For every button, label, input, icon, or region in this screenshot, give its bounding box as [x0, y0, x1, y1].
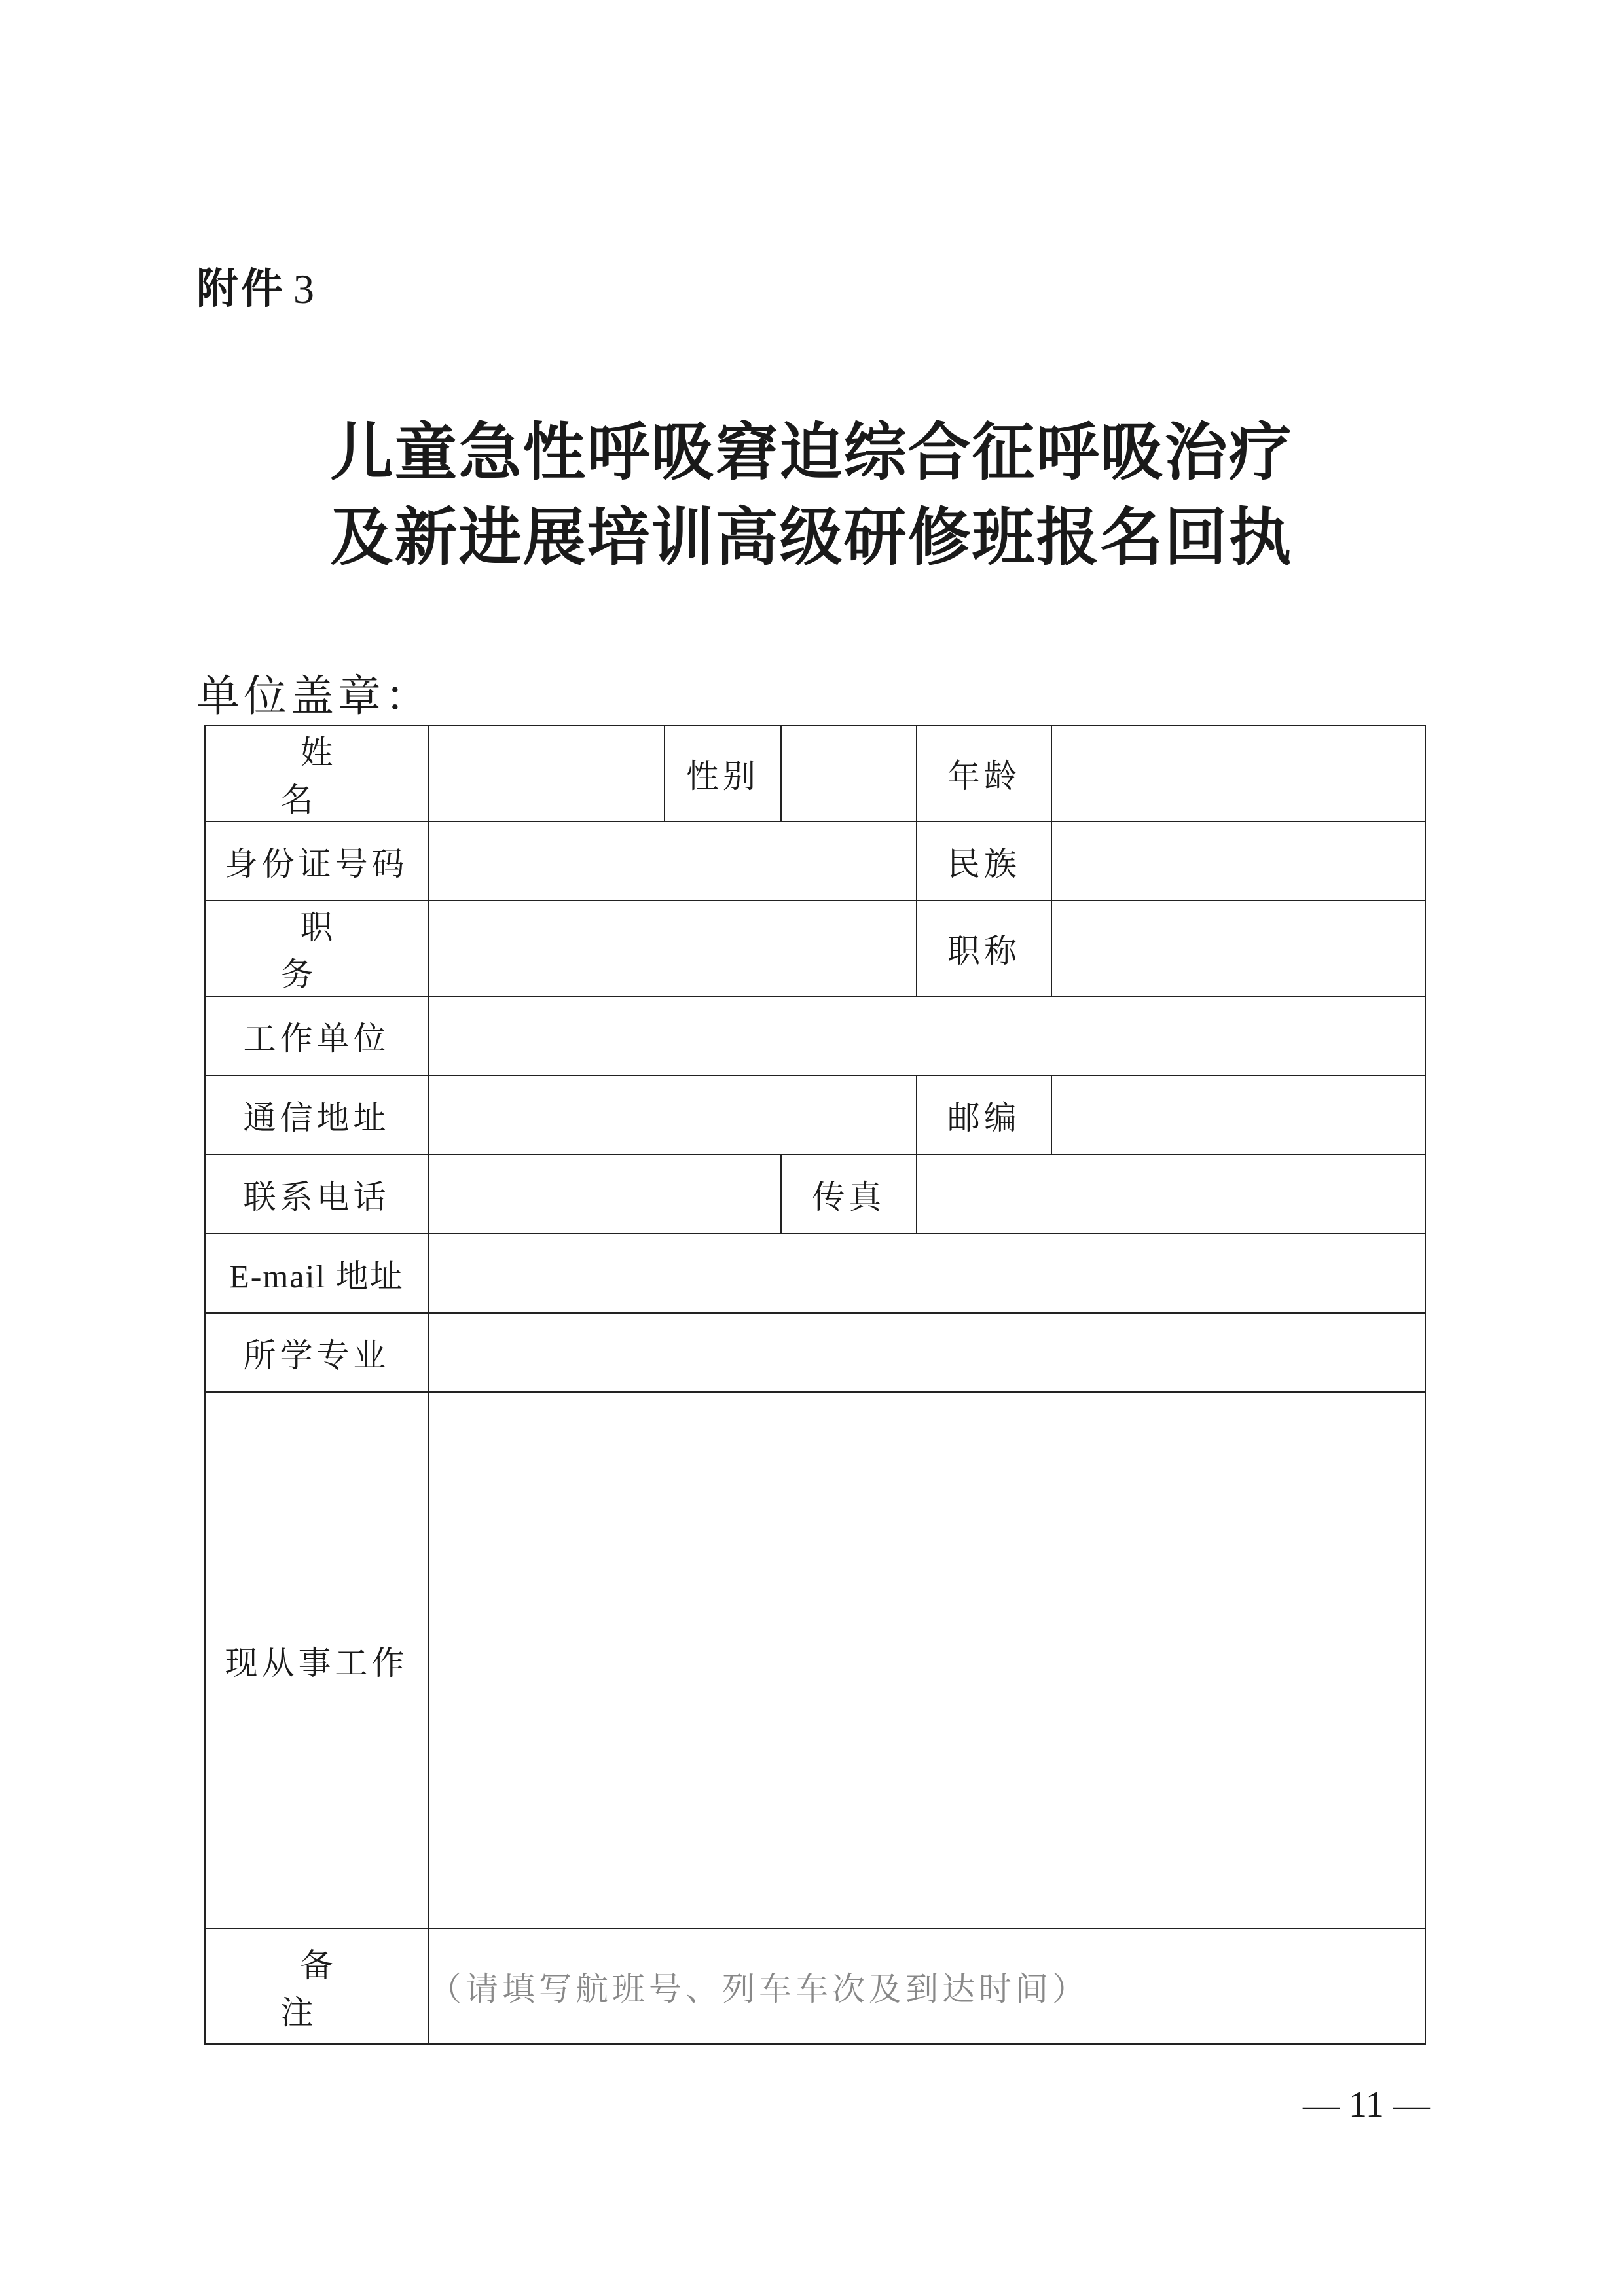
id-label: 身份证号码 — [205, 821, 428, 901]
ethnicity-field[interactable] — [1051, 821, 1425, 901]
gender-field[interactable] — [781, 726, 917, 821]
fax-field[interactable] — [917, 1155, 1425, 1234]
gender-label: 性别 — [665, 726, 781, 821]
attachment-number: 3 — [293, 266, 317, 312]
fax-label: 传真 — [781, 1155, 917, 1234]
address-field[interactable] — [428, 1075, 917, 1155]
form-row-address — [205, 1075, 1425, 1155]
name-label: 姓 名 — [205, 726, 428, 821]
document-title-line2: 及新进展培训高级研修班报名回执 — [330, 500, 1293, 574]
major-field[interactable] — [428, 1313, 1425, 1392]
workplace-label: 工作单位 — [205, 996, 428, 1075]
current-work-field[interactable] — [428, 1392, 1425, 1929]
ethnicity-label: 民族 — [917, 821, 1051, 901]
title-label: 职称 — [917, 901, 1051, 996]
major-label: 所学专业 — [205, 1313, 428, 1392]
title-field[interactable] — [1051, 901, 1425, 996]
phone-label: 联系电话 — [205, 1155, 428, 1234]
document-title-line1: 儿童急性呼吸窘迫综合征呼吸治疗 — [330, 415, 1293, 489]
form-row-phone — [205, 1155, 1425, 1234]
attachment-text: 附件 — [196, 265, 285, 314]
registration-form-table — [204, 725, 1426, 2045]
workplace-field[interactable] — [428, 996, 1425, 1075]
position-label: 职 务 — [205, 901, 428, 996]
age-label: 年龄 — [917, 726, 1051, 821]
age-field[interactable] — [1051, 726, 1425, 821]
name-field[interactable] — [428, 726, 665, 821]
form-row-position — [205, 901, 1425, 996]
email-label: E-mail 地址 — [205, 1234, 428, 1313]
remarks-label: 备 注 — [205, 1929, 428, 2044]
form-row-major — [205, 1313, 1425, 1392]
position-field[interactable] — [428, 901, 917, 996]
address-label: 通信地址 — [205, 1075, 428, 1155]
form-row-workplace — [205, 996, 1425, 1075]
form-row-id — [205, 821, 1425, 901]
postcode-label: 邮编 — [917, 1075, 1051, 1155]
current-work-label: 现从事工作 — [205, 1392, 428, 1929]
attachment-label — [196, 255, 317, 315]
form-row-name — [205, 726, 1425, 821]
page-number: — 11 — — [1303, 2085, 1430, 2125]
id-field[interactable] — [428, 821, 917, 901]
seal-label: 单位盖章： — [196, 671, 432, 721]
email-field[interactable] — [428, 1234, 1425, 1313]
form-row-current-work — [205, 1392, 1425, 1929]
form-row-remarks — [205, 1929, 1425, 2044]
postcode-field[interactable] — [1051, 1075, 1425, 1155]
phone-field[interactable] — [428, 1155, 781, 1234]
form-row-email — [205, 1234, 1425, 1313]
remarks-field[interactable]: （请填写航班号、列车车次及到达时间） — [428, 1929, 1425, 2044]
